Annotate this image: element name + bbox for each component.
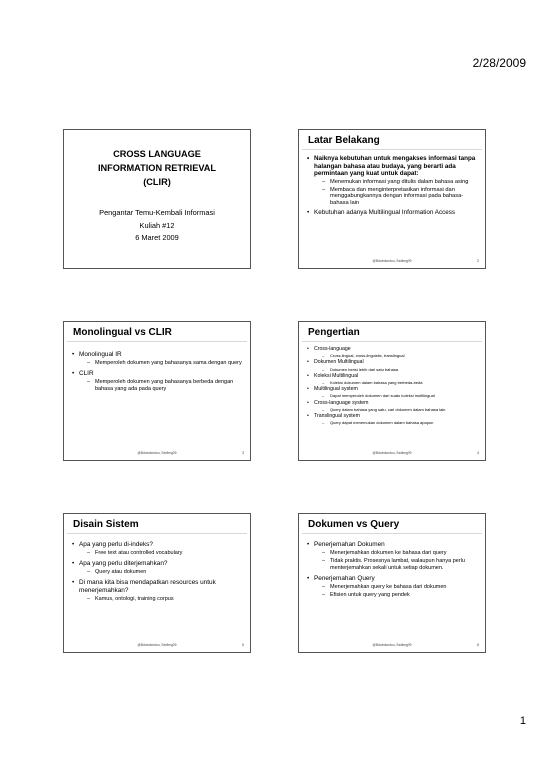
slide-5-disain-sistem (63, 513, 251, 653)
bullet-list (64, 351, 250, 393)
slide-2-latar-belakang (298, 129, 486, 269)
sub-bullet-item: – Free text atau controlled vocabulary (87, 550, 244, 557)
bullet-list (299, 346, 485, 425)
slide-footer: @Bdoedoedou, Sedbeg09 (372, 451, 412, 455)
page-number: 1 (519, 715, 526, 727)
bullet-item: • Penerjemahan Dokumen – Menerjemahkan dokumen ke bahasa dari query – Tidak praktis. Prosesnya lambat, walaupun hanya perlu menterjemahkan sekali untuk setiap dokumen. (307, 541, 479, 572)
bullet-item: • CLIR – Memperoleh dokumen yang bahasanya berbeda dengan bahasa yang ada pada query (72, 370, 244, 393)
sub-bullet-item: – Menerjemahkan query ke bahasa dari dokumen (322, 584, 479, 591)
bullet-item: • Apa yang perlu di-indeks? – Free text atau controlled vocabulary (72, 541, 244, 557)
bullet-item: • Cross-language – Cross-lingual, cross-linguistic, translingual (307, 346, 479, 358)
slide-3-monolingual-vs-clir (63, 321, 251, 461)
slide-footer: @Bdoedoedou, Sedbeg09 (372, 259, 412, 263)
sub-bullet-item: – Dokumen berisi lebih dari satu bahasa (322, 367, 479, 372)
slide-footer: @Bdoedoedou, Sedbeg09 (372, 643, 412, 647)
sub-bullet-item: – Tidak praktis. Prosesnya lambat, walaupun hanya perlu menterjemahkan sekali untuk setiap dokumen. (322, 558, 479, 572)
slide-1-main-title: CROSS LANGUAGE INFORMATION RETRIEVAL (CLIR) (97, 149, 217, 187)
sub-bullet-item: – Membaca dan menginterpretasikan informasi dan menggabungkannya dengan informasi pada bahasa-bahasa lain (322, 187, 479, 207)
bullet-item: • Di mana kita bisa mendapatkan resources untuk menerjemahkan? – Kamus, ontologi, training corpus (72, 579, 244, 603)
slide-1-subtitle: Pengantar Temu-Kembali Informasi Kuliah #12 6 Maret 2009 (99, 208, 215, 242)
sub-bullet-item: – Cross-lingual, cross-linguistic, translingual (322, 353, 479, 358)
bullet-list (299, 541, 485, 599)
bullet-item: • Koleksi Multilingual – Koleksi dokumen dalam bahasa yang berbeda-beda (307, 373, 479, 385)
bullet-item: • Cross-language system – Query dalam bahasa yang satu, cari dokumen dalam bahasa lain (307, 400, 479, 412)
sub-bullet-item: – Dapat memperoleh dokumen dari suatu koleksi multilingual (322, 393, 479, 398)
slide-number: 5 (242, 643, 244, 647)
slide-title: Monolingual vs CLIR (67, 322, 247, 342)
bullet-item: • Multilingual system – Dapat memperoleh dokumen dari suatu koleksi multilingual (307, 386, 479, 398)
slide-4-pengertian (298, 321, 486, 461)
bullet-item: • Translingual system – Query dapat menemukan dokumen dalam bahasa apapun (307, 413, 479, 425)
slide-title: Disain Sistem (67, 514, 247, 534)
slide-title: Dokumen vs Query (302, 514, 482, 534)
slide-number: 3 (242, 451, 244, 455)
bullet-list (64, 541, 250, 603)
slide-6-dokumen-vs-query (298, 513, 486, 653)
bullet-item: • Apa yang perlu diterjemahkan? – Query atau dokumen (72, 560, 244, 576)
sub-bullet-item: – Query atau dokumen (87, 569, 244, 576)
bullet-item: • Monolingual IR – Memperoleh dokumen yang bahasanya sama dengan query (72, 351, 244, 367)
slide-number: 6 (477, 643, 479, 647)
bullet-item: • Kebutuhan adanya Multilingual Information Access (307, 209, 479, 217)
slide-1-title (63, 129, 251, 269)
slide-footer: @Bdoedoedou, Sedbeg09 (137, 451, 177, 455)
sub-bullet-item: – Query dalam bahasa yang satu, cari dokumen dalam bahasa lain (322, 407, 479, 412)
slide-number: 4 (477, 451, 479, 455)
slide-title: Pengertian (302, 322, 482, 342)
bullet-item: • Naiknya kebutuhan untuk mengakses informasi tanpa halangan bahasa atau budaya, yang berarti ada permintaan yang kuat untuk dapat: – Menemukan informasi yang ditulis dalam bahasa asing – Membaca dan menginterpretasikan informasi dan menggabungkannya dengan informasi pada bahasa-bahasa lain (307, 155, 479, 207)
bullet-item: • Dokumen Multilingual – Dokumen berisi lebih dari satu bahasa (307, 359, 479, 371)
sub-bullet-item: – Menerjemahkan dokumen ke bahasa dari query (322, 550, 479, 557)
slide-number: 2 (477, 259, 479, 263)
sub-bullet-item: – Efisien untuk query yang pendek (322, 592, 479, 599)
page-date: 2/28/2009 (472, 56, 526, 70)
slide-title: Latar Belakang (302, 130, 482, 150)
sub-bullet-item: – Memperoleh dokumen yang bahasanya sama dengan query (87, 360, 244, 367)
slide-footer: @Bdoedoedou, Sedbeg09 (137, 643, 177, 647)
sub-bullet-item: – Menemukan informasi yang ditulis dalam bahasa asing (322, 179, 479, 186)
sub-bullet-item: – Koleksi dokumen dalam bahasa yang berbeda-beda (322, 380, 479, 385)
sub-bullet-item: – Memperoleh dokumen yang bahasanya berbeda dengan bahasa yang ada pada query (87, 379, 244, 393)
sub-bullet-item: – Kamus, ontologi, training corpus (87, 596, 244, 603)
sub-bullet-item: – Query dapat menemukan dokumen dalam bahasa apapun (322, 420, 479, 425)
bullet-list (299, 155, 485, 217)
bullet-item: • Penerjemahan Query – Menerjemahkan query ke bahasa dari dokumen – Efisien untuk query yang pendek (307, 575, 479, 599)
